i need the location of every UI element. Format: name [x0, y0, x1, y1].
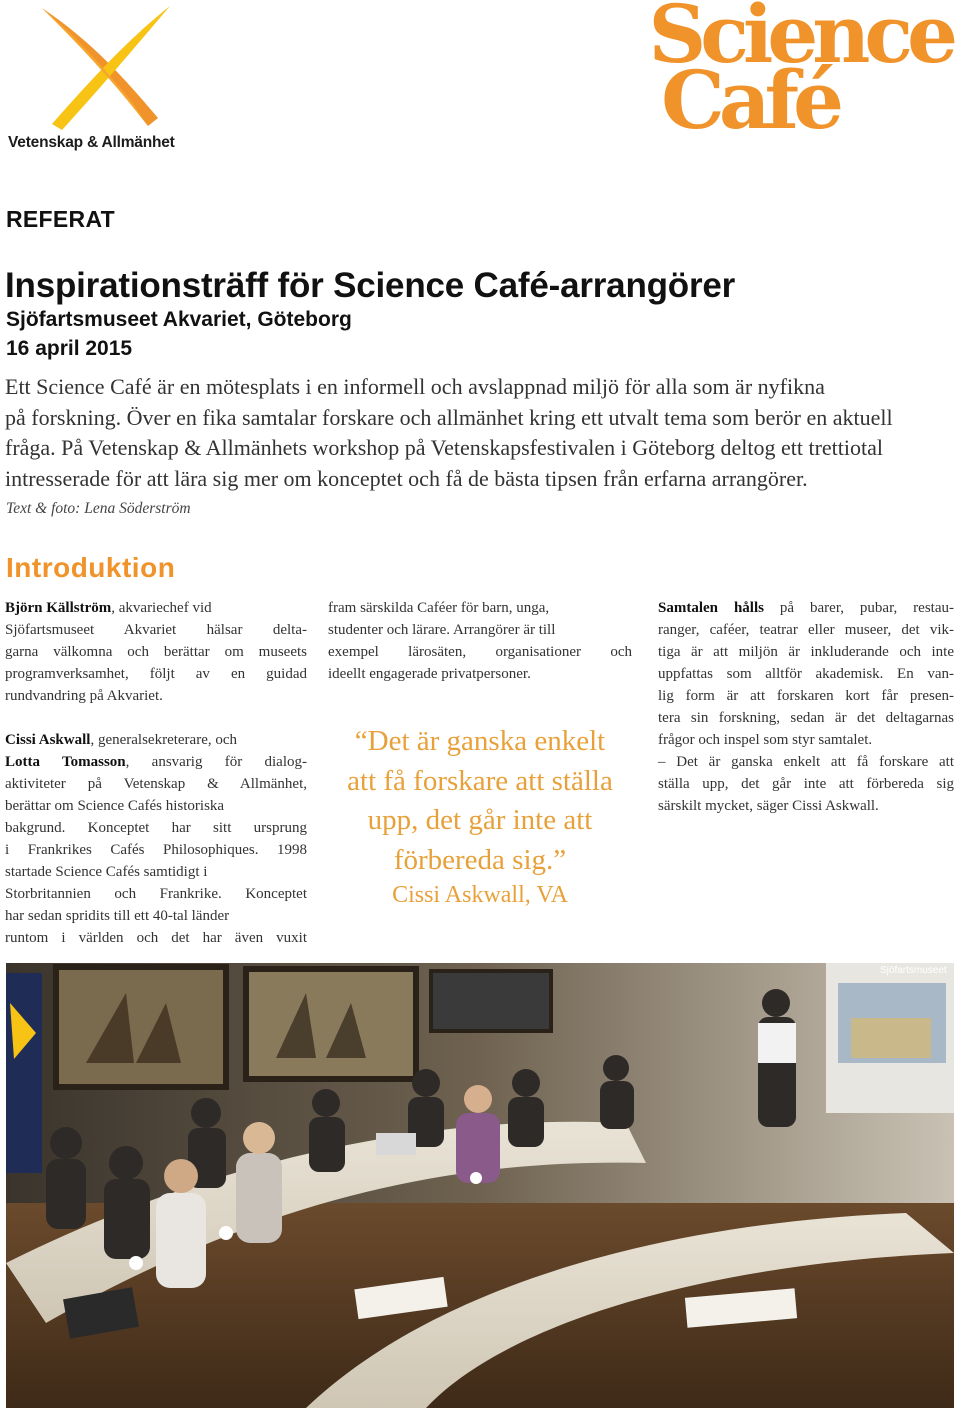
text-line — [5, 751, 307, 773]
workshop-photo-illustration — [6, 963, 954, 1408]
text-line: exempel lärosäten, organisationer och — [328, 644, 632, 660]
text-fragment: , ansvarig för dialog- — [125, 754, 307, 770]
science-cafe-logo — [648, 0, 954, 150]
person-name: Cissi Askwall — [5, 732, 91, 748]
text-line — [658, 597, 954, 619]
quote-line: förbereda sig.” — [393, 843, 567, 876]
lead-phrase: Samtalen hålls — [658, 600, 764, 616]
text-line: – Det är ganska enkelt att få forskare att — [658, 754, 954, 770]
text-line: aktiviteter på Vetenskap & Allmänhet, — [5, 776, 307, 792]
quote-text — [326, 722, 634, 880]
quote-author: Cissi Askwall, VA — [392, 882, 568, 908]
text-line — [5, 729, 307, 751]
intro-paragraph — [5, 372, 957, 494]
subtitle-date: 16 april 2015 — [6, 337, 133, 360]
photo-sign: Sjöfartsmuseet — [880, 965, 947, 976]
quote-line: “Det är ganska enkelt — [354, 725, 606, 757]
text-line: runtom i världen och det har även vuxit — [5, 930, 307, 946]
text-line: studenter och lärare. Arrangörer är till — [328, 622, 556, 638]
text-line: bakgrund. Konceptet har sitt ursprung — [5, 820, 307, 836]
text-line: i Frankrikes Cafés Philosophiques. 1998 — [5, 842, 307, 858]
workshop-photo — [6, 963, 954, 1408]
section-label: REFERAT — [6, 206, 116, 232]
text-fragment: , generalsekreterare, och — [90, 732, 238, 748]
text-line: särskilt mycket, säger Cissi Askwall. — [658, 798, 879, 814]
text-line — [5, 597, 307, 619]
text-line: berättar om Science Cafés historiska — [5, 798, 225, 814]
text-line: har sedan spridits till ett 40-tal länder — [5, 908, 230, 924]
person-name: Björn Källström — [5, 600, 112, 616]
quote-line: upp, det går inte att — [367, 804, 593, 836]
intro-line: på forskning. Över en fika samtalar forskare och allmänhet kring ett utvalt tema som berör en aktuell — [5, 404, 893, 430]
intro-line: fråga. På Vetenskap & Allmänhets workshop på Vetenskapsfestivalen i Göteborg deltog ett trettiotal — [5, 435, 883, 460]
paragraph — [658, 751, 954, 817]
text-line: frågor och inspel som styr samtalet. — [658, 732, 873, 748]
logo-cafe: Café — [661, 53, 838, 147]
va-x-mark-icon — [36, 2, 176, 132]
person-name: Lotta Tomasson — [5, 754, 126, 770]
paragraph — [5, 729, 307, 949]
intro-line: Ett Science Café är en mötesplats i en informell och avslappnad miljö för alla som är nyfikna — [5, 374, 825, 399]
column-3 — [658, 597, 954, 817]
logo-science: Science — [648, 0, 952, 81]
column-2 — [328, 597, 632, 685]
quote-line: att få forskare att ställa — [347, 764, 613, 797]
column-1 — [5, 597, 307, 949]
text-fragment: på barer, pubar, restau- — [763, 600, 954, 616]
intro-line: intresserade för att lära sig mer om konceptet och få de bästa tipsen från erfarna arrangörer. — [5, 465, 808, 491]
text-line: ranger, caféer, teatrar eller museer, det vik- — [658, 622, 954, 638]
text-line: tiga är att miljön är inkluderande och inte — [658, 644, 954, 660]
text-line: rundvandring på Akvariet. — [5, 688, 163, 704]
paragraph — [658, 597, 954, 751]
section-heading: Introduktion — [6, 552, 176, 583]
pull-quote — [326, 722, 634, 910]
text-fragment: , akvariechef vid — [111, 600, 212, 616]
text-line: lig form är att forskaren kort får presen- — [658, 688, 954, 704]
photo-credit: Text & foto: Lena Söderström — [6, 500, 191, 517]
paragraph — [5, 597, 307, 707]
page-title: Inspirationsträff för Science Café-arrangörer — [5, 266, 736, 305]
subtitle-place: Sjöfartsmuseet Akvariet, Göteborg — [6, 308, 352, 331]
vetenskap-allmanhet-logo — [8, 2, 198, 154]
text-line: startade Science Cafés samtidigt i — [5, 864, 208, 880]
text-line: ideellt engagerade privatpersoner. — [328, 666, 531, 682]
text-line: programverksamhet, följt av en guidad — [5, 666, 307, 682]
text-line: Storbritannien och Frankrike. Konceptet — [5, 886, 307, 902]
text-line: tera sin forskning, sedan är det deltagarnas — [658, 710, 954, 726]
text-line: garna välkomna och berättar om museets — [5, 644, 307, 660]
text-line: uppfattas som alltför akademisk. En van- — [658, 666, 954, 682]
text-line: Sjöfartsmuseet Akvariet hälsar delta- — [5, 622, 307, 638]
text-line: fram särskilda Caféer för barn, unga, — [328, 600, 550, 616]
text-line: ställa upp, det går inte att förbereda sig — [658, 776, 954, 792]
logo-text: Vetenskap & Allmänhet — [8, 134, 175, 151]
